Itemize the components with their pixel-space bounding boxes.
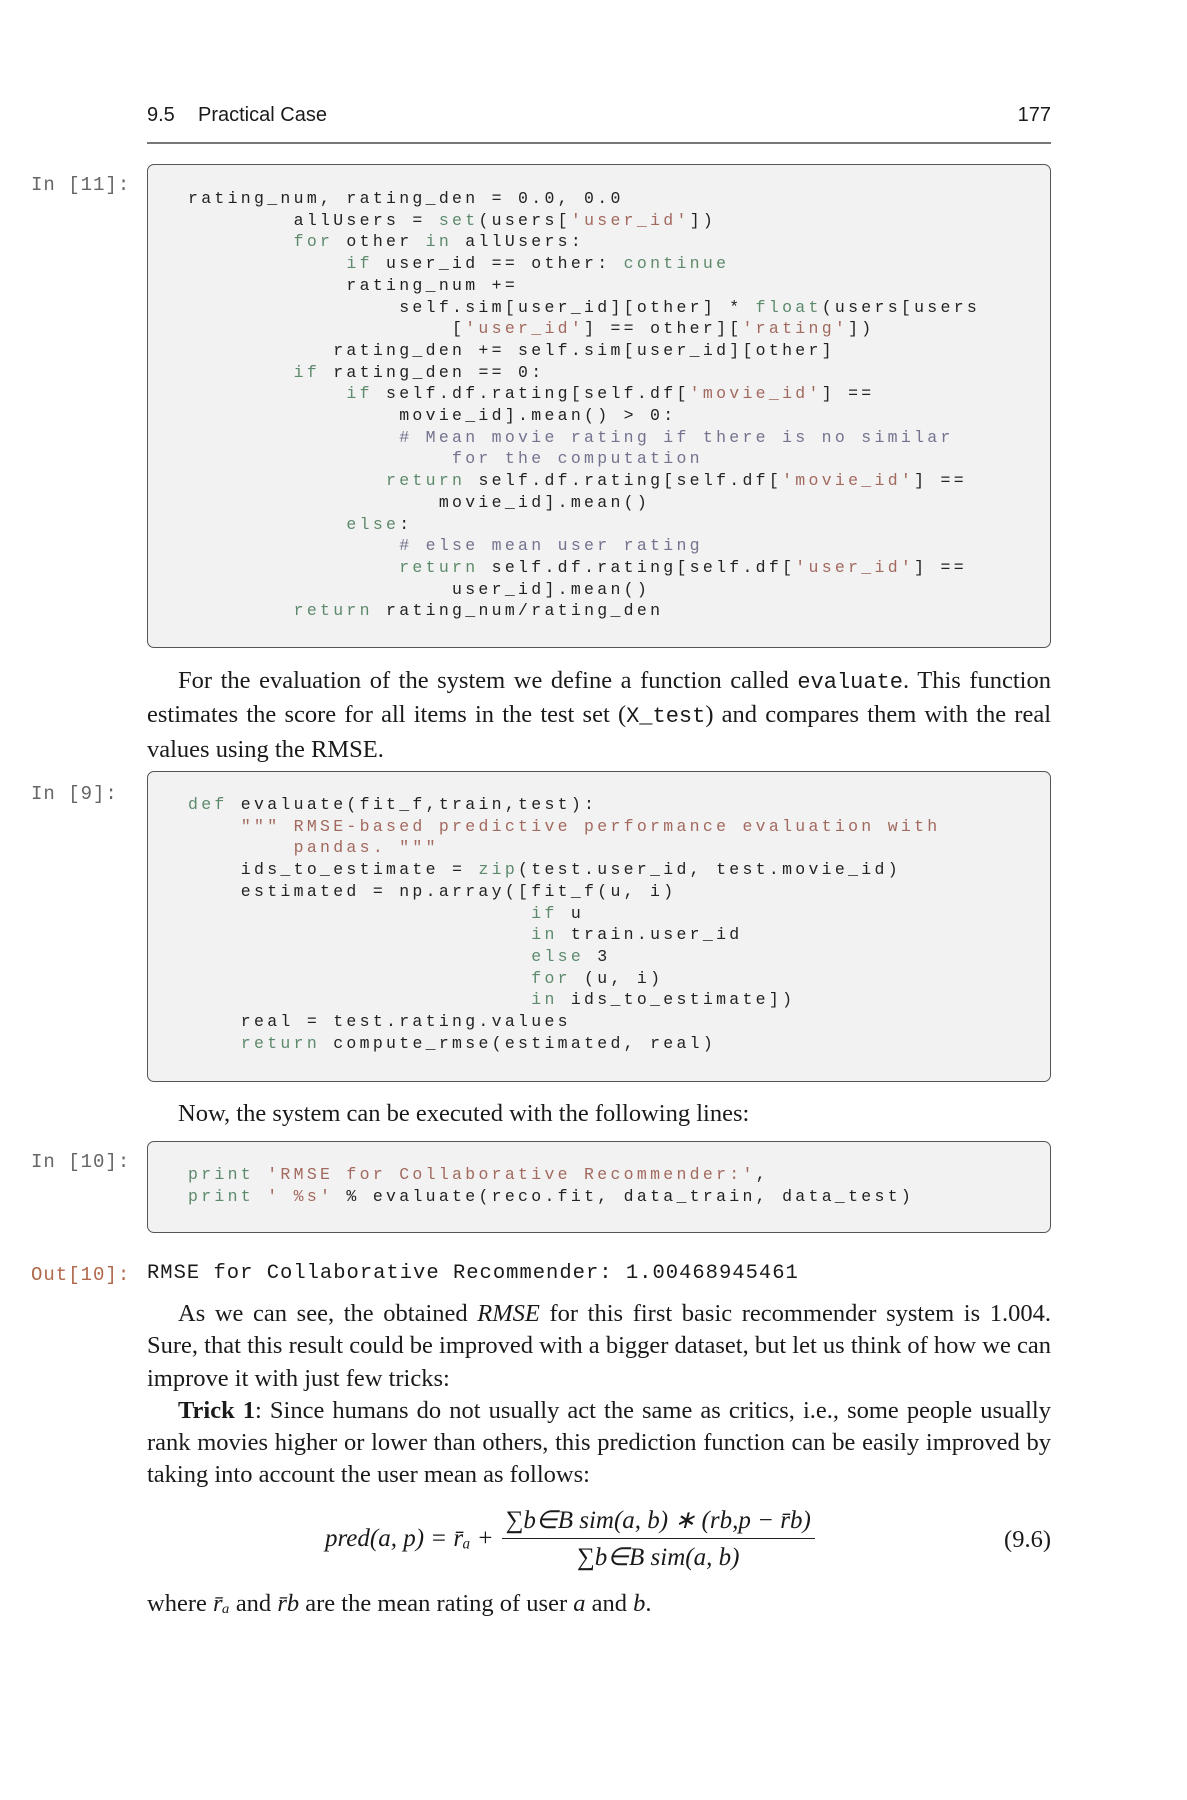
code-text bbox=[188, 969, 531, 988]
code-line bbox=[188, 816, 941, 838]
code-line bbox=[188, 470, 980, 492]
code-text: 3 bbox=[584, 946, 611, 966]
code-string: 'movie_id' bbox=[782, 471, 915, 491]
code-line bbox=[188, 318, 980, 340]
code-line bbox=[188, 1033, 941, 1055]
code-text bbox=[188, 384, 346, 403]
code-cell[interactable] bbox=[147, 771, 1051, 1082]
cell-label: In [11]: bbox=[31, 174, 131, 196]
paragraph: Now, the system can be executed with the following lines: bbox=[178, 1100, 750, 1127]
code-line bbox=[188, 383, 980, 405]
code-line bbox=[188, 535, 980, 557]
code-text bbox=[188, 558, 399, 577]
code-text bbox=[188, 254, 346, 273]
code-string: 'rating' bbox=[742, 319, 849, 339]
code-string: 'movie_id' bbox=[689, 384, 822, 404]
page-number: 177 bbox=[1017, 104, 1051, 126]
code-text: rating_num/rating_den bbox=[372, 601, 664, 621]
code-text: rating_den += self.sim[user_id][other] bbox=[188, 340, 835, 360]
code-line bbox=[188, 297, 980, 319]
code-text: real = test.rating.values bbox=[188, 1012, 571, 1032]
code-keyword: if bbox=[346, 254, 373, 274]
header-rule bbox=[147, 142, 1051, 144]
equation bbox=[325, 1505, 815, 1572]
code-keyword: zip bbox=[478, 860, 519, 880]
code-comment: # else mean user rating bbox=[188, 536, 703, 556]
code-block bbox=[188, 1164, 914, 1207]
code-text: ] == bbox=[914, 471, 967, 491]
cell-label: In [9]: bbox=[31, 783, 118, 805]
section-number: 9.5 bbox=[147, 104, 175, 126]
section-title: Practical Case bbox=[198, 104, 327, 126]
code-keyword: print bbox=[188, 1165, 255, 1184]
equation-denominator: ∑b∈B sim(a, b) bbox=[576, 1544, 740, 1571]
code-text bbox=[188, 471, 386, 490]
code-line bbox=[188, 1164, 914, 1186]
cell-label: In [10]: bbox=[31, 1151, 131, 1173]
equation-numerator: ∑b∈B sim(a, b) ∗ (rb,p − r̄b) bbox=[502, 1505, 815, 1539]
equation-lhs: pred(a, p) = r̄ₐ + bbox=[325, 1524, 494, 1552]
code-line bbox=[188, 1186, 914, 1208]
code-text: (users[users bbox=[821, 297, 981, 317]
code-comment: for the computation bbox=[188, 449, 703, 469]
code-line bbox=[188, 253, 980, 275]
code-line bbox=[188, 579, 980, 601]
code-block bbox=[188, 188, 980, 622]
code-line bbox=[188, 405, 980, 427]
code-string: 'user_id' bbox=[795, 557, 915, 577]
code-string: 'user_id' bbox=[570, 210, 690, 230]
code-keyword: def bbox=[188, 795, 228, 814]
code-keyword: if bbox=[531, 903, 558, 923]
code-text: rating_num += bbox=[188, 275, 519, 295]
output-label: Out[10]: bbox=[31, 1264, 131, 1286]
paragraph: As we can see, the obtained RMSE for this first basic recommender system is 1.004. Sure, that this result could be improved with a bigger dataset, but let us think of how we can improve it with just few tricks: Trick 1: Since humans do not usually act the same as critics, i.e., some people usually rank movies higher or lower than others, this prediction function can be easily improved by taking into account the user mean as follows: bbox=[147, 1300, 1051, 1489]
code-line bbox=[188, 188, 980, 210]
code-text: u bbox=[557, 903, 585, 923]
code-text: self.df.rating[self.df[ bbox=[372, 384, 690, 404]
code-text bbox=[254, 1187, 267, 1206]
code-text bbox=[188, 904, 531, 923]
code-text bbox=[188, 1034, 241, 1053]
code-text bbox=[188, 947, 531, 966]
code-text: ] == bbox=[821, 384, 875, 404]
code-text: ids_to_estimate = bbox=[188, 860, 479, 880]
code-text bbox=[254, 1165, 267, 1184]
code-keyword: for bbox=[293, 232, 334, 252]
code-line bbox=[188, 859, 941, 881]
code-string: 'RMSE for Collaborative Recommender:' bbox=[267, 1165, 756, 1184]
code-keyword: return bbox=[399, 557, 479, 577]
code-line bbox=[188, 989, 941, 1011]
code-keyword: else bbox=[531, 946, 585, 966]
code-line bbox=[188, 903, 941, 925]
code-text: (test.user_id, test.movie_id) bbox=[518, 860, 901, 880]
code-text bbox=[188, 817, 241, 836]
code-text: allUsers = bbox=[188, 210, 439, 230]
code-text: (users[ bbox=[478, 210, 571, 230]
code-line bbox=[188, 837, 941, 859]
code-text: user_id].mean() bbox=[188, 579, 651, 599]
code-text: movie_id].mean() > 0: bbox=[188, 406, 677, 426]
code-keyword: if bbox=[346, 384, 373, 404]
code-string: """ RMSE-based predictive performance evaluation with bbox=[240, 816, 941, 836]
code-keyword: in bbox=[531, 990, 558, 1010]
code-text bbox=[188, 363, 294, 382]
code-line bbox=[188, 448, 980, 470]
code-text bbox=[188, 601, 294, 620]
code-text: rating_num, rating_den = 0.0, 0.0 bbox=[188, 189, 624, 208]
code-string: pandas. """ bbox=[188, 838, 439, 858]
code-keyword: return bbox=[386, 471, 466, 491]
code-line bbox=[188, 557, 980, 579]
code-text: [ bbox=[188, 319, 466, 339]
code-text bbox=[188, 925, 531, 944]
code-line bbox=[188, 881, 941, 903]
output-text: RMSE for Collaborative Recommender: 1.00468945461 bbox=[147, 1262, 799, 1285]
code-string: ' %s' bbox=[267, 1186, 334, 1206]
code-line bbox=[188, 600, 980, 622]
code-line bbox=[188, 231, 980, 253]
code-text: movie_id].mean() bbox=[188, 492, 651, 512]
code-text: estimated = np.array([fit_f(u, i) bbox=[188, 881, 677, 901]
code-keyword: continue bbox=[623, 254, 730, 274]
code-text: ] == other][ bbox=[584, 319, 743, 339]
code-line bbox=[188, 514, 980, 536]
code-text bbox=[188, 990, 531, 1009]
code-keyword: else bbox=[346, 514, 400, 534]
trick-heading: Trick 1 bbox=[178, 1396, 256, 1424]
code-text: self.df.rating[self.df[ bbox=[465, 471, 783, 491]
code-text: ] == bbox=[914, 557, 967, 577]
code-text: self.sim[user_id][other] * bbox=[188, 297, 756, 317]
code-line bbox=[188, 340, 980, 362]
code-text: ]) bbox=[689, 210, 717, 230]
code-keyword: return bbox=[293, 601, 373, 621]
code-line bbox=[188, 210, 980, 232]
code-keyword: print bbox=[188, 1186, 255, 1206]
code-keyword: return bbox=[240, 1033, 321, 1053]
code-text: allUsers: bbox=[452, 232, 585, 252]
code-line bbox=[188, 968, 941, 990]
equation-number: (9.6) bbox=[1004, 1526, 1051, 1553]
code-line bbox=[188, 924, 941, 946]
code-text bbox=[188, 515, 346, 534]
code-line bbox=[188, 275, 980, 297]
code-text: compute_rmse(estimated, real) bbox=[320, 1033, 717, 1053]
code-text: evaluate(fit_f,train,test): bbox=[227, 795, 598, 814]
code-text: train.user_id bbox=[557, 925, 743, 945]
code-line bbox=[188, 946, 941, 968]
code-line bbox=[188, 492, 980, 514]
code-cell[interactable] bbox=[147, 1141, 1051, 1233]
inline-code: evaluate bbox=[797, 670, 903, 695]
code-text: , bbox=[755, 1165, 769, 1184]
code-keyword: set bbox=[438, 210, 479, 230]
code-text bbox=[188, 232, 294, 251]
code-text: (u, i) bbox=[570, 968, 664, 988]
code-block bbox=[188, 794, 941, 1054]
code-text: ]) bbox=[848, 319, 875, 339]
code-keyword: if bbox=[293, 362, 321, 382]
paragraph: For the evaluation of the system we define a function called evaluate. This function estimates the score for all items in the test set (X_test) and compares them with the real values using the RMSE. bbox=[147, 667, 1051, 763]
code-text: : bbox=[399, 514, 413, 534]
code-line bbox=[188, 794, 941, 816]
paragraph: where r̄ₐ and r̄b are the mean rating of user a and b. bbox=[147, 1590, 652, 1617]
inline-code: X_test bbox=[626, 704, 706, 730]
code-keyword: for bbox=[531, 968, 571, 988]
code-text: % evaluate(reco.fit, data_train, data_test) bbox=[333, 1186, 915, 1206]
code-text: user_id == other: bbox=[372, 254, 624, 274]
code-comment: # Mean movie rating if there is no similar bbox=[188, 427, 954, 447]
code-line bbox=[188, 362, 980, 384]
code-string: 'user_id' bbox=[465, 319, 585, 339]
code-cell[interactable] bbox=[147, 164, 1051, 648]
code-keyword: in bbox=[531, 925, 558, 945]
code-line bbox=[188, 427, 980, 449]
code-line bbox=[188, 1011, 941, 1033]
code-text: other bbox=[333, 232, 426, 252]
code-text: ids_to_estimate]) bbox=[557, 990, 796, 1010]
code-text: self.df.rating[self.df[ bbox=[478, 557, 796, 577]
code-keyword: float bbox=[755, 297, 822, 317]
code-keyword: in bbox=[425, 232, 453, 252]
code-text: rating_den == 0: bbox=[320, 362, 545, 382]
